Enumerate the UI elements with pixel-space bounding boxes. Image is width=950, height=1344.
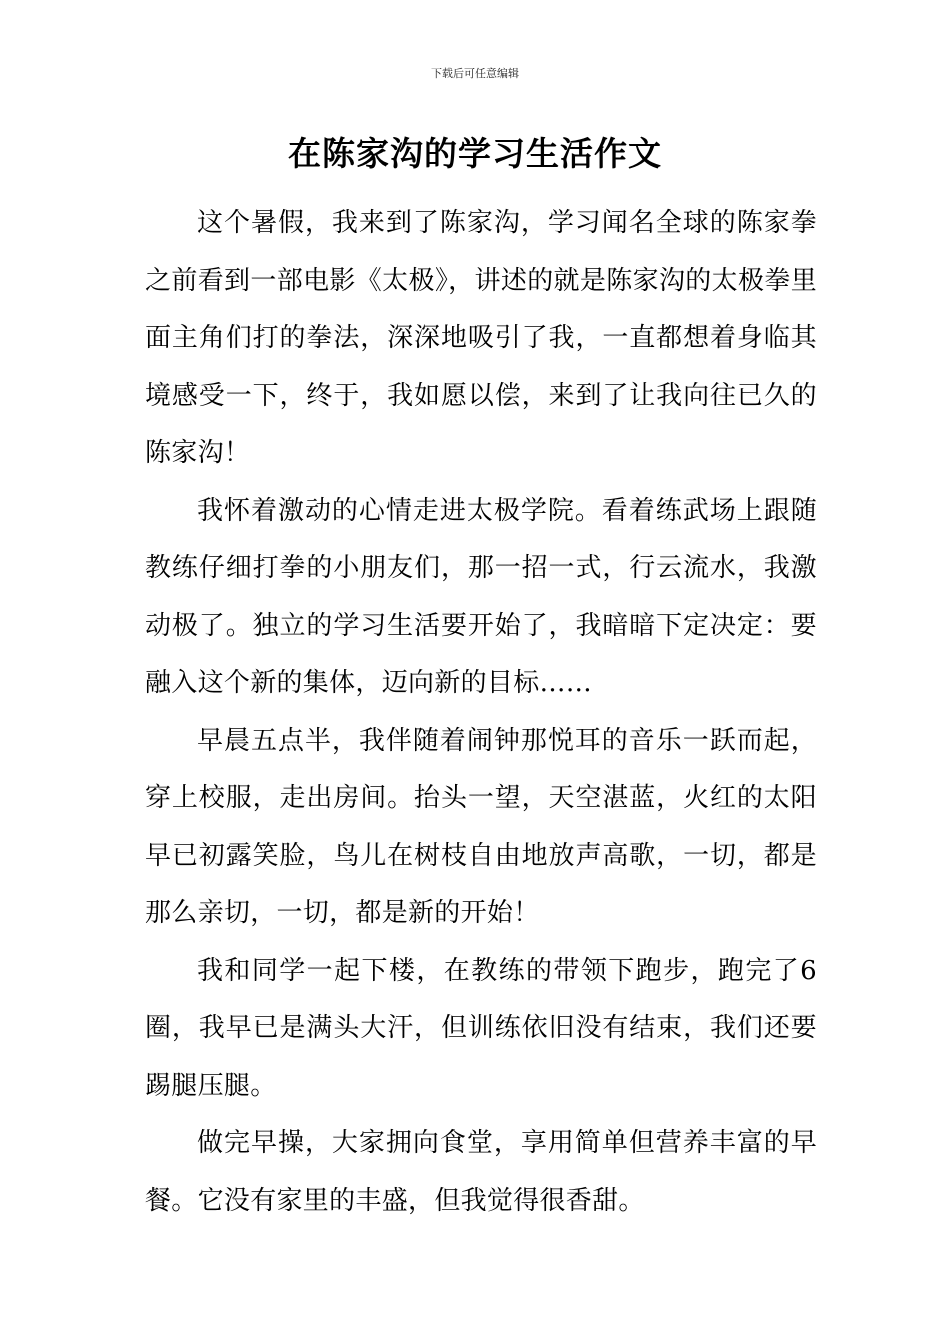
paragraph: 早晨五点半，我伴随着闹钟那悦耳的音乐一跃而起，穿上校服，走出房间。抬头一望，天空湛蓝，火红的太阳早已初露笑脸，鸟儿在树枝自由地放声高歌，一切，都是那么亲切，一切，都是新的开始！	[145, 725, 817, 928]
paragraph: 我和同学一起下楼，在教练的带领下跑步，跑完了6圈，我早已是满头大汗，但训练依旧没有结束，我们还要踢腿压腿。	[145, 955, 817, 1101]
paragraph: 做完早操，大家拥向食堂，享用简单但营养丰富的早餐。它没有家里的丰盛，但我觉得很香甜。	[145, 1128, 817, 1216]
paragraph: 这个暑假，我来到了陈家沟，学习闻名全球的陈家拳之前看到一部电影《太极》，讲述的就是陈家沟的太极拳里面主角们打的拳法，深深地吸引了我，一直都想着身临其境感受一下，终于，我如愿以偿，来到了让我向往已久的陈家沟！	[145, 208, 817, 468]
header-note: 下载后可任意编辑	[431, 67, 519, 80]
article-body	[145, 195, 817, 1230]
paragraph: 我怀着激动的心情走进太极学院。看着练武场上跟随教练仔细打拳的小朋友们，那一招一式，行云流水，我激动极了。独立的学习生活要开始了，我暗暗下定决定：要融入这个新的集体，迈向新的目标……	[145, 495, 817, 698]
document-title: 在陈家沟的学习生活作文	[288, 134, 662, 173]
